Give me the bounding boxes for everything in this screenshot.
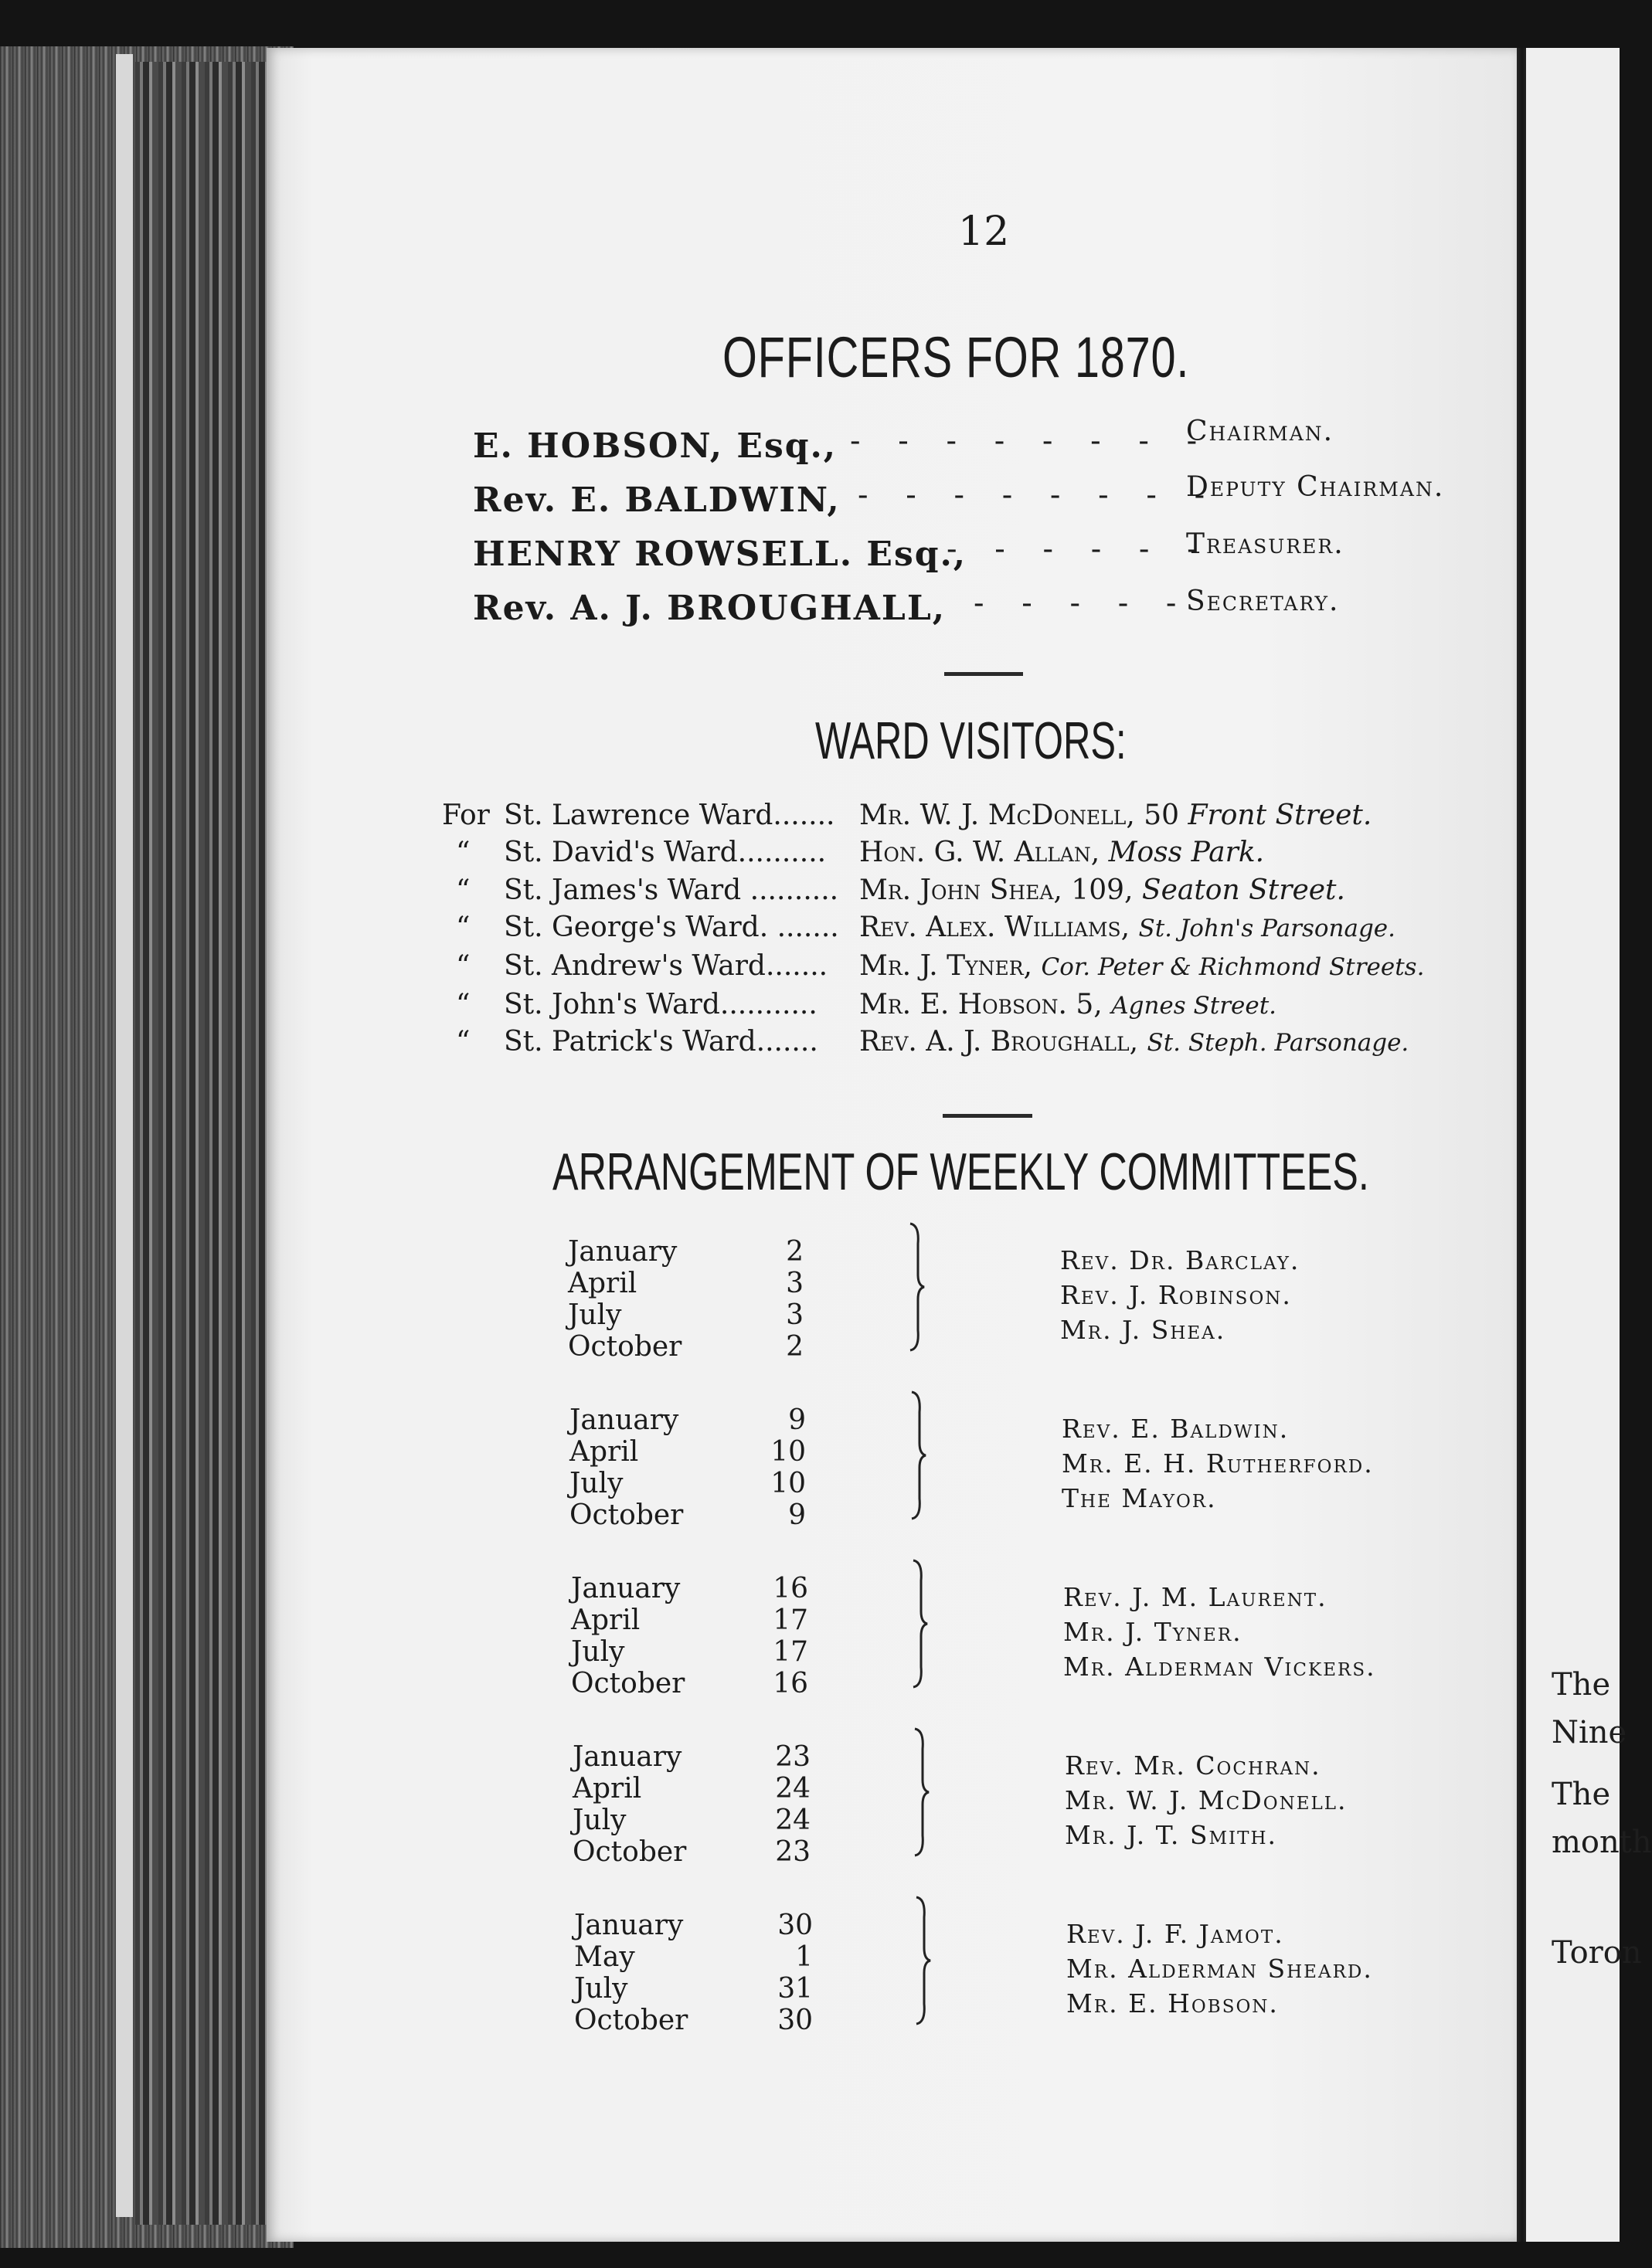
ward-visitor <box>859 800 1372 831</box>
officer-role: Secretary. <box>1186 586 1340 617</box>
visitor-address: Cor. Peter & Richmond Streets. <box>1041 953 1425 981</box>
ward-prefix: For <box>442 800 490 831</box>
committee-month: April <box>571 1604 641 1636</box>
committee-member: Rev. J. F. Jamot. <box>1066 1919 1284 1949</box>
officer-role: Chairman. <box>1186 416 1334 447</box>
visitor-address: Moss Park. <box>1108 837 1265 868</box>
committee-member: Mr. E. H. Rutherford. <box>1062 1448 1374 1479</box>
next-page-fragment: month <box>1552 1825 1652 1860</box>
ward-visitor <box>859 950 1424 982</box>
committee-month: May <box>574 1941 635 1973</box>
officer-name: Rev. A. J. BROUGHALL, <box>473 589 947 628</box>
visitor-name: Rev. Alex. Williams, <box>859 912 1130 943</box>
ward-name: St. Lawrence Ward....... <box>504 800 835 831</box>
committee-month: October <box>573 1836 687 1868</box>
committee-month: October <box>568 1331 682 1363</box>
next-page <box>1526 48 1620 2242</box>
officers-title: OFFICERS FOR 1870. <box>722 325 1190 389</box>
next-page-fragment: The <box>1552 1777 1611 1812</box>
committees-heading: ARRANGEMENT OF WEEKLY COMMITTEES. <box>552 1142 1369 1201</box>
ward-prefix: “ <box>456 874 471 906</box>
officer-name: Rev. E. BALDWIN, <box>473 480 841 520</box>
committee-day: 24 <box>775 1805 811 1836</box>
ward-prefix: “ <box>456 912 471 943</box>
next-page-fragment: Toron <box>1552 1935 1642 1971</box>
committee-member: Mr. J. T. Smith. <box>1065 1820 1278 1850</box>
committee-day: 31 <box>777 1973 813 2005</box>
next-page-fragment: Nine <box>1552 1715 1627 1750</box>
committee-member: Rev. Dr. Barclay. <box>1060 1245 1300 1275</box>
committee-member: Mr. Alderman Vickers. <box>1063 1652 1376 1682</box>
visitor-name: Hon. G. W. Allan, <box>859 837 1100 868</box>
visitor-name: Mr. John Shea, <box>859 874 1062 906</box>
ward-name: St. David's Ward.......... <box>504 837 827 868</box>
committee-month: July <box>574 1973 628 2005</box>
visitor-address: St. John's Parsonage. <box>1138 915 1396 942</box>
committee-day: 10 <box>770 1468 806 1499</box>
committee-month: April <box>569 1436 639 1468</box>
committee-month: October <box>569 1499 684 1531</box>
ward-visitor <box>859 874 1345 906</box>
leader-dots: - - - - - - - - <box>850 423 1212 459</box>
committee-day: 23 <box>775 1836 811 1868</box>
committee-month: October <box>571 1668 685 1699</box>
brace <box>909 1726 940 1857</box>
visitor-address: Front Street. <box>1188 800 1372 831</box>
committee-month: January <box>571 1573 681 1604</box>
ward-prefix: “ <box>456 1026 471 1058</box>
committee-member: Rev. E. Baldwin. <box>1062 1414 1290 1444</box>
committee-member: Mr. W. J. McDonell. <box>1065 1785 1348 1815</box>
committee-member: The Mayor. <box>1062 1483 1217 1513</box>
leader-dots: - - - - - <box>974 586 1191 621</box>
committee-day: 1 <box>795 1941 813 1973</box>
committee-day: 16 <box>773 1668 808 1699</box>
ward-prefix: “ <box>456 950 471 982</box>
visitor-address-number: 50 <box>1144 800 1180 831</box>
committee-month: April <box>568 1268 637 1299</box>
committee-day: 30 <box>777 2005 813 2036</box>
committee-member: Rev. J. Robinson. <box>1060 1280 1292 1310</box>
committee-day: 3 <box>786 1299 804 1331</box>
committee-month: July <box>568 1299 622 1331</box>
committee-member: Mr. J. Shea. <box>1060 1315 1226 1345</box>
committee-month: October <box>574 2005 688 2036</box>
ward-prefix: “ <box>456 837 471 868</box>
ward-name: St. James's Ward .......... <box>504 874 839 906</box>
ward-name: St. George's Ward. ....... <box>504 912 839 943</box>
visitor-name: Rev. A. J. Broughall, <box>859 1026 1139 1058</box>
leader-dots: - - - - - - - - <box>858 477 1219 513</box>
brace <box>906 1389 936 1520</box>
visitor-address-number: 5, <box>1076 989 1103 1020</box>
committee-day: 2 <box>786 1236 804 1268</box>
committee-member: Rev. J. M. Laurent. <box>1063 1582 1327 1612</box>
next-page-fragment: The <box>1552 1667 1611 1703</box>
ward-name: St. John's Ward........... <box>504 989 818 1020</box>
committee-month: January <box>573 1741 682 1773</box>
visitor-name: Mr. J. Tyner, <box>859 950 1033 982</box>
officer-name: E. HOBSON, Esq., <box>473 426 838 466</box>
committee-day: 17 <box>773 1636 808 1668</box>
committee-day: 23 <box>775 1741 811 1773</box>
page-number: 12 <box>958 209 1010 255</box>
brace <box>907 1557 938 1689</box>
committee-day: 17 <box>773 1604 808 1636</box>
ward-prefix: “ <box>456 989 471 1020</box>
committee-day: 10 <box>770 1436 806 1468</box>
committee-day: 30 <box>777 1910 813 1941</box>
committee-month: January <box>568 1236 678 1268</box>
committee-day: 2 <box>786 1331 804 1363</box>
ward-name: St. Andrew's Ward....... <box>504 950 828 982</box>
officer-name: HENRY ROWSELL. Esq., <box>473 535 967 574</box>
committee-month: January <box>569 1404 679 1436</box>
committee-member: Rev. Mr. Cochran. <box>1065 1750 1321 1781</box>
officer-role: Treasurer. <box>1186 528 1344 560</box>
brace <box>910 1894 941 2025</box>
brace <box>904 1221 935 1352</box>
leader-dots: - - - - - - <box>947 531 1212 567</box>
visitor-name: Mr. E. Hobson. <box>859 989 1067 1020</box>
page-edge-highlight <box>116 54 133 2217</box>
committee-day: 16 <box>773 1573 808 1604</box>
committee-day: 9 <box>788 1404 806 1436</box>
committee-month: July <box>569 1468 624 1499</box>
committee-month: July <box>571 1636 625 1668</box>
section-rule <box>943 1114 1032 1118</box>
visitor-name: Mr. W. J. McDonell, <box>859 800 1135 831</box>
visitor-address: Agnes Street. <box>1111 992 1277 1020</box>
committee-month: January <box>574 1910 684 1941</box>
committee-member: Mr. J. Tyner. <box>1063 1617 1242 1647</box>
committee-member: Mr. E. Hobson. <box>1066 1988 1279 2018</box>
committee-month: July <box>573 1805 627 1836</box>
committee-member: Mr. Alderman Sheard. <box>1066 1954 1373 1984</box>
committee-day: 24 <box>775 1773 811 1805</box>
page-stack <box>135 62 274 2225</box>
ward-visitor <box>859 837 1264 868</box>
committee-day: 9 <box>788 1499 806 1531</box>
visitor-address: St. Steph. Parsonage. <box>1147 1029 1409 1057</box>
visitor-address-number: 109, <box>1071 874 1134 906</box>
committee-month: April <box>573 1773 642 1805</box>
ward-visitors-heading: WARD VISITORS: <box>815 711 1127 770</box>
ward-name: St. Patrick's Ward....... <box>504 1026 818 1058</box>
ward-visitor <box>859 989 1276 1020</box>
officer-role: Deputy Chairman. <box>1186 471 1445 503</box>
ward-visitor <box>859 912 1395 943</box>
ward-visitor <box>859 1026 1409 1058</box>
visitor-address: Seaton Street. <box>1141 874 1345 906</box>
committee-day: 3 <box>786 1268 804 1299</box>
section-rule <box>944 672 1023 676</box>
